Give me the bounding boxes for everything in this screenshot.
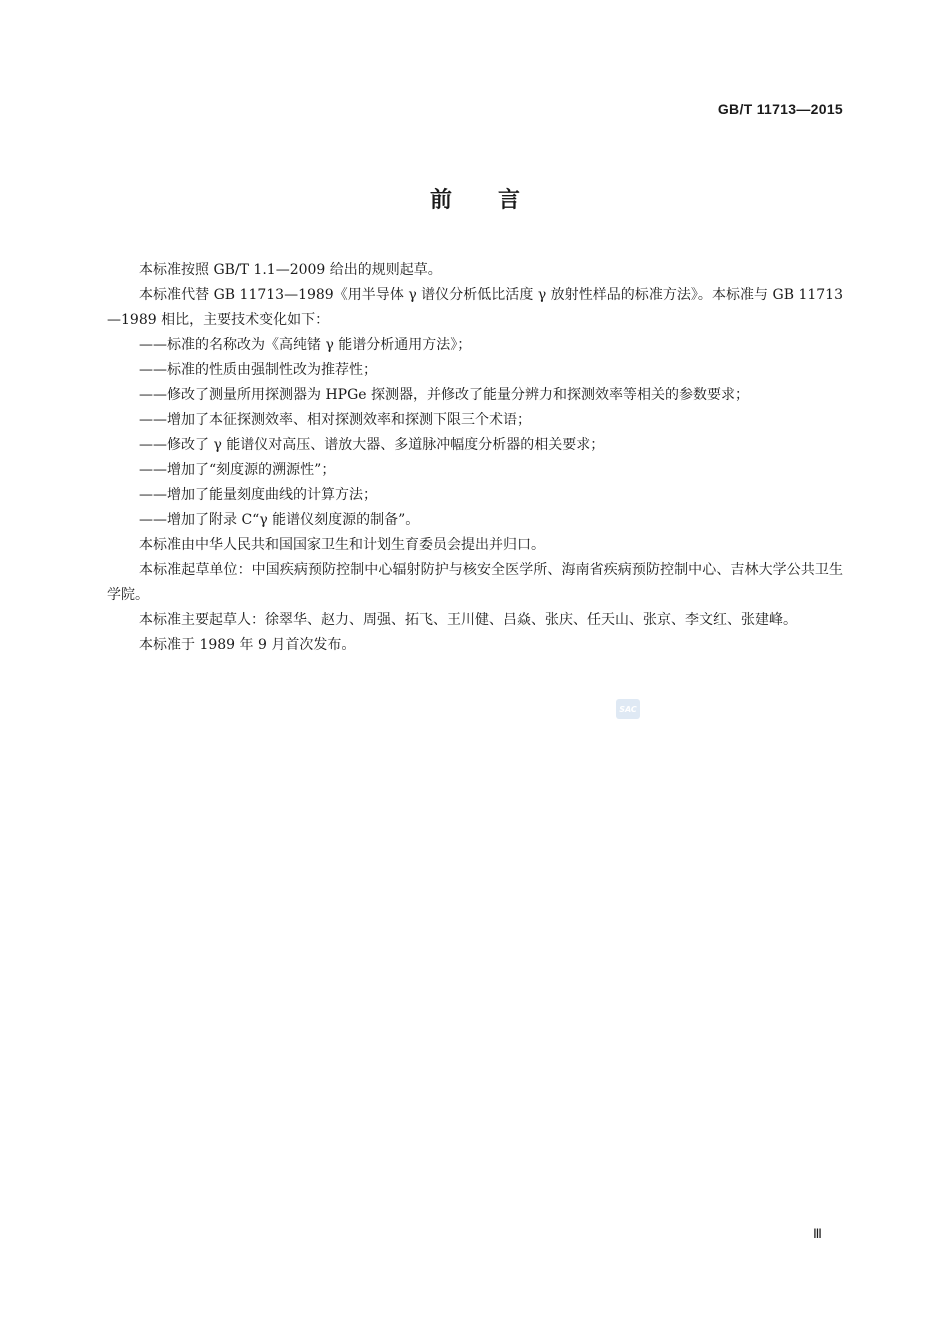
page-title: 前言 bbox=[429, 188, 566, 213]
paragraph: 本标准按照 GB/T 1.1—2009 给出的规则起草。 bbox=[139, 262, 442, 278]
watermark-text: SAC bbox=[619, 704, 637, 714]
list-item: ——增加了能量刻度曲线的计算方法； bbox=[139, 487, 377, 503]
list-item: ——增加了本征探测效率、相对探测效率和探测下限三个术语； bbox=[139, 412, 531, 428]
paragraph: 本标准起草单位：中国疾病预防控制中心辐射防护与核安全医学所、海南省疾病预防控制中心、吉林大学公共卫生学院。 bbox=[107, 562, 843, 603]
list-item: ——增加了“刻度源的溯源性”； bbox=[139, 462, 336, 478]
standard-code: GB/T 11713—2015 bbox=[717, 101, 843, 117]
paragraph: 本标准主要起草人：徐翠华、赵力、周强、拓飞、王川健、吕焱、张庆、任天山、张京、李文红、张建峰。 bbox=[139, 612, 797, 628]
list-item: ——标准的性质由强制性改为推荐性； bbox=[139, 362, 377, 378]
sac-watermark-logo bbox=[616, 699, 640, 719]
page-number: Ⅲ bbox=[813, 1226, 822, 1241]
list-item: ——标准的名称改为《高纯锗 γ 能谱分析通用方法》； bbox=[139, 337, 472, 353]
list-item: ——修改了 γ 能谱仪对高压、谱放大器、多道脉冲幅度分析器的相关要求； bbox=[139, 437, 605, 453]
list-item: ——修改了测量所用探测器为 HPGe 探测器，并修改了能量分辨力和探测效率等相关的参数要求； bbox=[139, 387, 749, 403]
paragraph: 本标准由中华人民共和国国家卫生和计划生育委员会提出并归口。 bbox=[139, 537, 545, 553]
foreword-body bbox=[107, 258, 843, 658]
list-item: ——增加了附录 C“γ 能谱仪刻度源的制备”。 bbox=[139, 512, 420, 528]
paragraph: 本标准于 1989 年 9 月首次发布。 bbox=[139, 637, 356, 653]
paragraph: 本标准代替 GB 11713—1989《用半导体 γ 谱仪分析低比活度 γ 放射性样品的标准方法》。本标准与 GB 11713—1989 相比，主要技术变化如下： bbox=[107, 287, 843, 328]
